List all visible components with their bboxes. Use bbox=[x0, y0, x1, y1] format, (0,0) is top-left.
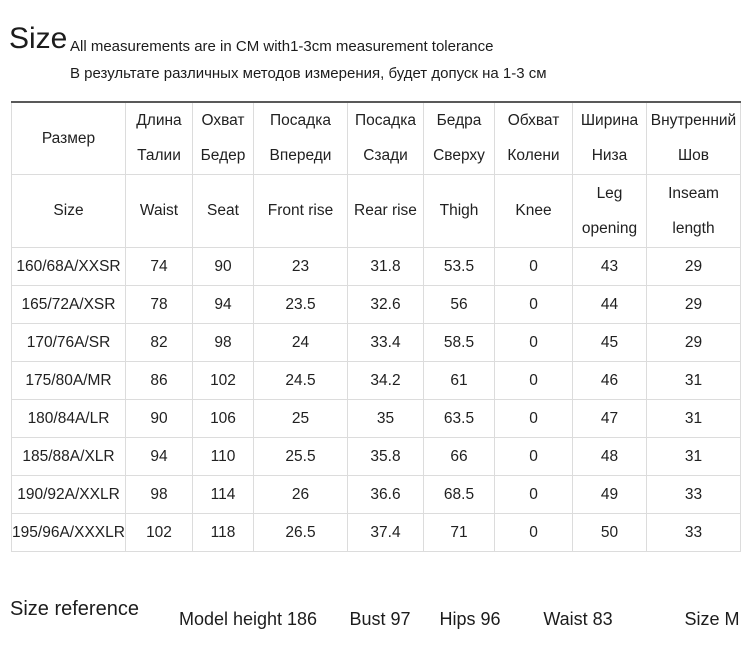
column-header-russian bbox=[126, 102, 193, 174]
measurement-cell: 0 bbox=[495, 361, 573, 399]
header-line: Посадка bbox=[270, 112, 331, 130]
measurement-cell: 74 bbox=[126, 247, 193, 285]
measurement-cell: 33 bbox=[647, 475, 741, 513]
table-row bbox=[12, 285, 741, 323]
measurement-cell: 0 bbox=[495, 247, 573, 285]
column-header-english bbox=[126, 174, 193, 247]
measurement-cell: 25 bbox=[254, 399, 348, 437]
header-line: Талии bbox=[137, 147, 181, 165]
column-header-russian bbox=[424, 102, 495, 174]
table-row bbox=[12, 361, 741, 399]
measurement-cell: 68.5 bbox=[424, 475, 495, 513]
table-row bbox=[12, 323, 741, 361]
measurement-cell: 50 bbox=[573, 513, 647, 551]
header-line: Охват bbox=[201, 112, 245, 130]
header-line: Knee bbox=[515, 202, 552, 219]
size-table bbox=[11, 101, 741, 552]
measurement-cell: 86 bbox=[126, 361, 193, 399]
column-header-english bbox=[647, 174, 741, 247]
measurement-cell: 82 bbox=[126, 323, 193, 361]
measurement-cell: 66 bbox=[424, 437, 495, 475]
column-header-russian bbox=[193, 102, 254, 174]
bust-value: Bust 97 bbox=[349, 609, 411, 629]
header-line: Front rise bbox=[267, 202, 334, 219]
size-reference-label: Size reference bbox=[10, 598, 139, 620]
measurement-cell: 33 bbox=[647, 513, 741, 551]
header-line: Длина bbox=[136, 112, 182, 130]
column-header-russian bbox=[495, 102, 573, 174]
measurement-cell: 0 bbox=[495, 285, 573, 323]
measurement-cell: 23.5 bbox=[254, 285, 348, 323]
measurement-cell: 114 bbox=[193, 475, 254, 513]
measurement-cell: 63.5 bbox=[424, 399, 495, 437]
column-header-english bbox=[348, 174, 424, 247]
size-cell: 185/88A/XLR bbox=[12, 437, 126, 475]
column-header-russian bbox=[12, 102, 126, 174]
size-cell: 180/84A/LR bbox=[12, 399, 126, 437]
measurement-cell: 98 bbox=[193, 323, 254, 361]
measurement-cell: 37.4 bbox=[348, 513, 424, 551]
measurement-cell: 31 bbox=[647, 437, 741, 475]
column-header-english bbox=[573, 174, 647, 247]
measurement-cell: 56 bbox=[424, 285, 495, 323]
header-line: Rear rise bbox=[354, 202, 417, 219]
measurement-cell: 0 bbox=[495, 437, 573, 475]
measurement-cell: 49 bbox=[573, 475, 647, 513]
size-cell: 165/72A/XSR bbox=[12, 285, 126, 323]
note-english: All measurements are in CM with1-3cm measurement tolerance bbox=[70, 38, 494, 55]
header-line: Впереди bbox=[269, 147, 332, 165]
measurement-cell: 34.2 bbox=[348, 361, 424, 399]
column-header-english bbox=[254, 174, 348, 247]
measurement-cell: 98 bbox=[126, 475, 193, 513]
table-row bbox=[12, 399, 741, 437]
header-line: Внутренний bbox=[650, 112, 737, 130]
header-line: opening bbox=[581, 219, 638, 237]
measurement-cell: 23 bbox=[254, 247, 348, 285]
header-line: Inseam bbox=[668, 184, 719, 202]
size-label-value: Size M bbox=[684, 609, 740, 629]
size-cell: 190/92A/XXLR bbox=[12, 475, 126, 513]
measurement-cell: 31.8 bbox=[348, 247, 424, 285]
measurement-cell: 29 bbox=[647, 247, 741, 285]
measurement-cell: 71 bbox=[424, 513, 495, 551]
measurement-cell: 90 bbox=[193, 247, 254, 285]
measurement-cell: 0 bbox=[495, 323, 573, 361]
measurement-cell: 94 bbox=[193, 285, 254, 323]
header-line: Бедра bbox=[436, 112, 482, 130]
measurement-cell: 110 bbox=[193, 437, 254, 475]
measurement-cell: 29 bbox=[647, 285, 741, 323]
column-header-english bbox=[495, 174, 573, 247]
measurement-cell: 29 bbox=[647, 323, 741, 361]
measurement-cell: 78 bbox=[126, 285, 193, 323]
measurement-cell: 53.5 bbox=[424, 247, 495, 285]
header-line: Seat bbox=[207, 202, 239, 219]
column-header-english bbox=[193, 174, 254, 247]
size-cell: 195/96A/XXXLR bbox=[12, 513, 126, 551]
size-cell: 160/68A/XXSR bbox=[12, 247, 126, 285]
measurement-cell: 47 bbox=[573, 399, 647, 437]
model-height-value: Model height 186 bbox=[178, 609, 318, 629]
table-row bbox=[12, 513, 741, 551]
measurement-cell: 35.8 bbox=[348, 437, 424, 475]
note-russian: В результате различных методов измерения, будет допуск на 1-3 см bbox=[70, 65, 547, 82]
measurement-cell: 118 bbox=[193, 513, 254, 551]
measurement-notes bbox=[70, 33, 547, 87]
column-header-russian bbox=[254, 102, 348, 174]
measurement-cell: 25.5 bbox=[254, 437, 348, 475]
measurement-cell: 102 bbox=[126, 513, 193, 551]
table-row bbox=[12, 247, 741, 285]
header-line: Колени bbox=[507, 147, 560, 165]
measurement-cell: 102 bbox=[193, 361, 254, 399]
header-line: Waist bbox=[139, 202, 179, 219]
size-cell: 175/80A/MR bbox=[12, 361, 126, 399]
measurement-cell: 94 bbox=[126, 437, 193, 475]
header-line: Thigh bbox=[439, 202, 479, 219]
measurement-cell: 43 bbox=[573, 247, 647, 285]
header-line: Посадка bbox=[355, 112, 416, 130]
header-line: Сверху bbox=[433, 147, 485, 165]
hips-value: Hips 96 bbox=[439, 609, 501, 629]
table-row bbox=[12, 437, 741, 475]
measurement-cell: 31 bbox=[647, 399, 741, 437]
measurement-cell: 26 bbox=[254, 475, 348, 513]
measurement-cell: 45 bbox=[573, 323, 647, 361]
measurement-cell: 0 bbox=[495, 513, 573, 551]
column-header-english bbox=[424, 174, 495, 247]
measurement-cell: 33.4 bbox=[348, 323, 424, 361]
header-line: Бедер bbox=[200, 147, 246, 165]
measurement-cell: 48 bbox=[573, 437, 647, 475]
header-line: Сзади bbox=[363, 147, 408, 165]
header-line: Шов bbox=[677, 147, 710, 165]
measurement-cell: 0 bbox=[495, 475, 573, 513]
measurement-cell: 106 bbox=[193, 399, 254, 437]
measurement-cell: 36.6 bbox=[348, 475, 424, 513]
size-cell: 170/76A/SR bbox=[12, 323, 126, 361]
measurement-cell: 90 bbox=[126, 399, 193, 437]
waist-value: Waist 83 bbox=[543, 609, 613, 629]
column-header-russian bbox=[573, 102, 647, 174]
size-table-body bbox=[12, 102, 741, 551]
measurement-cell: 26.5 bbox=[254, 513, 348, 551]
measurement-cell: 61 bbox=[424, 361, 495, 399]
measurement-cell: 35 bbox=[348, 399, 424, 437]
header-line: Размер bbox=[41, 129, 96, 147]
measurement-cell: 46 bbox=[573, 361, 647, 399]
page-title: Size bbox=[9, 22, 68, 55]
measurement-cell: 32.6 bbox=[348, 285, 424, 323]
measurement-cell: 31 bbox=[647, 361, 741, 399]
measurement-cell: 24 bbox=[254, 323, 348, 361]
header-line: Ширина bbox=[580, 112, 639, 130]
measurement-cell: 58.5 bbox=[424, 323, 495, 361]
header-line: Обхват bbox=[507, 112, 560, 130]
table-row bbox=[12, 475, 741, 513]
header-line: length bbox=[672, 219, 715, 237]
measurement-cell: 0 bbox=[495, 399, 573, 437]
header-line: Size bbox=[53, 202, 84, 219]
header-line: Низа bbox=[591, 147, 628, 165]
column-header-russian bbox=[647, 102, 741, 174]
column-header-english bbox=[12, 174, 126, 247]
header-row-english bbox=[12, 174, 741, 247]
measurement-cell: 24.5 bbox=[254, 361, 348, 399]
header-line: Leg bbox=[596, 184, 623, 202]
column-header-russian bbox=[348, 102, 424, 174]
measurement-cell: 44 bbox=[573, 285, 647, 323]
header-row-russian bbox=[12, 102, 741, 174]
